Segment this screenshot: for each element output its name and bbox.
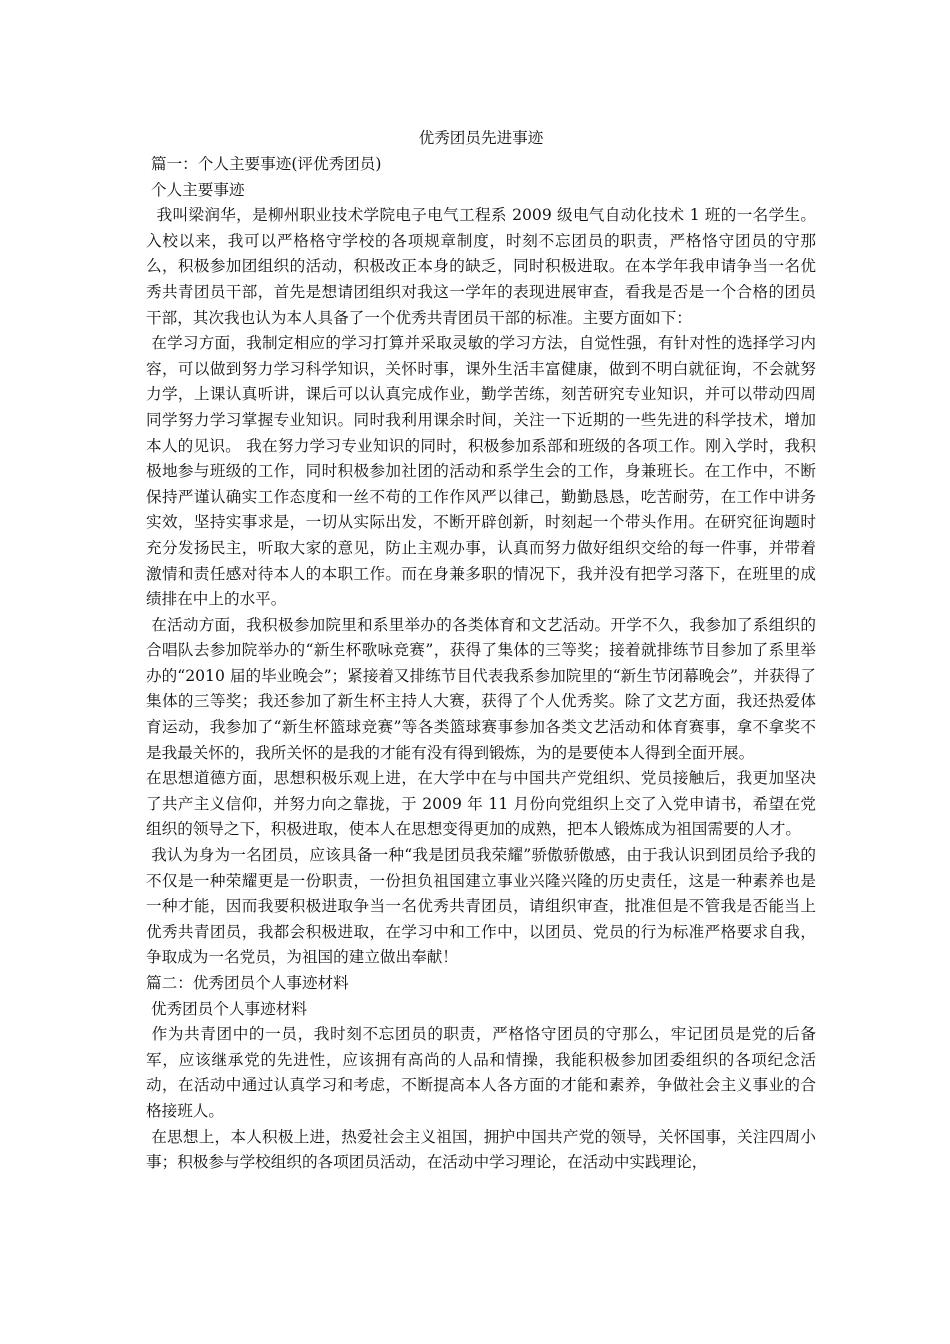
paragraph-activities: 在活动方面，我积极参加院里和系里举办的各类体育和文艺活动。开学不久，我参加了系组织的合唱队去参加院举办的“新生杯歌咏竞赛”，获得了集体的三等奖；接着就排练节目参加了系里举办的“2010 届的毕业晚会”；紧接着又排练节目代表我系参加院里的“新生节闭幕晚会”，并获得了集体的三等奖；我还参加了新生杯主持人大赛，获得了个人优秀奖。除了文艺方面，我还热爱体育运动，我参加了“新生杯篮球竞赛”等各类篮球赛事参加各类文艺活动和体育赛事，拿不拿奖不是我最关怀的，我所关怀的是我的才能有没有得到锻炼，为的是要使本人得到全面开展。 [146, 615, 816, 762]
paragraph-part1-heading: 篇一：个人主要事迹(评优秀团员) [146, 155, 382, 173]
paragraph-part2-intro: 作为共青团中的一员，我时刻不忘团员的职责，严格恪守团员的守那么，牢记团员是党的后备军，应该继承党的先进性，应该拥有高尚的人品和情操，我能积极参加团委组织的各项纪念活动，在活动中通过认真学习和考虑，不断提高本人各方面的才能和素养，争做社会主义事业的合格接班人。 [146, 1025, 816, 1120]
paragraph-ideology: 在思想道德方面，思想积极乐观上进，在大学中在与中国共产党组织、党员接触后，我更加坚决了共产主义信仰，并努力向之靠拢，于 2009 年 11 月份向党组织上交了入党申请书，希望在党组织的领导之下，积极进取，使本人在思想变得更加的成熟，把本人锻炼成为祖国需要的人才。 [146, 769, 816, 839]
document-page [146, 124, 816, 1176]
paragraph-part2-title: 优秀团员个人事迹材料 [146, 999, 307, 1018]
document-title: 优秀团员先进事迹 [418, 129, 544, 147]
paragraph-conclusion: 我认为身为一名团员，应该具备一种“我是团员我荣耀”骄傲骄傲感，由于我认识到团员给予我的不仅是一种荣耀更是一份职责，一份担负祖国建立事业兴隆兴隆的历史责任，这是一种素养也是一种才能，因而我要积极进取争当一名优秀共青团员，请组织审查，批准但是不管我是否能当上优秀共青团员，我都会积极进取，在学习中和工作中，以团员、党员的行为标准严格要求自我，争取成为一名党员，为祖国的建立做出奉献！ [146, 846, 816, 967]
paragraph-part2-thought: 在思想上，本人积极上进，热爱社会主义祖国，拥护中国共产党的领导，关怀国事，关注四周小事；积极参与学校组织的各项团员活动，在活动中学习理论，在活动中实践理论， [146, 1127, 816, 1172]
paragraph-part2-heading: 篇二：优秀团员个人事迹材料 [146, 974, 349, 992]
paragraph-study: 在学习方面，我制定相应的学习打算并采取灵敏的学习方法，自觉性强，有针对性的选择学习内容，可以做到努力学习科学知识，关怀时事，课外生活丰富健康，做到不明白就征询，不会就努力学，上课认真听讲，课后可以认真完成作业，勤学苦练，刻苦研究专业知识，并可以带动四周同学努力学习掌握专业知识。同时我利用课余时间，关注一下近期的一些先进的科学技术，增加本人的见识。 我在努力学习专业知识的同时，积极参加系部和班级的各项工作。刚入学时，我积极地参与班级的工作，同时积极参加社团的活动和系学生会的工作，身兼班长。在工作中，不断保持严谨认确实工作态度和一丝不苟的工作作风严以律己，勤勤恳恳，吃苦耐劳，在工作中讲务实效，坚持实事求是，一切从实际出发，不断开辟创新，时刻起一个带头作用。在研究征询题时充分发扬民主，听取大家的意见，防止主观办事，认真而努力做好组织交给的每一件事，并带着激情和责任感对待本人的本职工作。而在身兼多职的情况下，我并没有把学习落下，在班里的成绩排在中上的水平。 [146, 334, 816, 609]
paragraph-section-heading: 个人主要事迹 [146, 180, 245, 199]
paragraph-intro: 我叫梁润华，是柳州职业技术学院电子电气工程系 2009 级电气自动化技术 1 班的一名学生。入校以来，我可以严格格守学校的各项规章制度，时刻不忘团员的职责，严格恪守团员的守那么，积极参加团组织的活动，积极改正本身的缺乏，同时积极进取。在本学年我申请争当一名优秀共青团员干部，首先是想请团组织对我这一学年的表现进展审查，看我是否是一个合格的团员干部，其次我也认为本人具备了一个优秀共青团员干部的标准。主要方面如下： [146, 206, 817, 327]
